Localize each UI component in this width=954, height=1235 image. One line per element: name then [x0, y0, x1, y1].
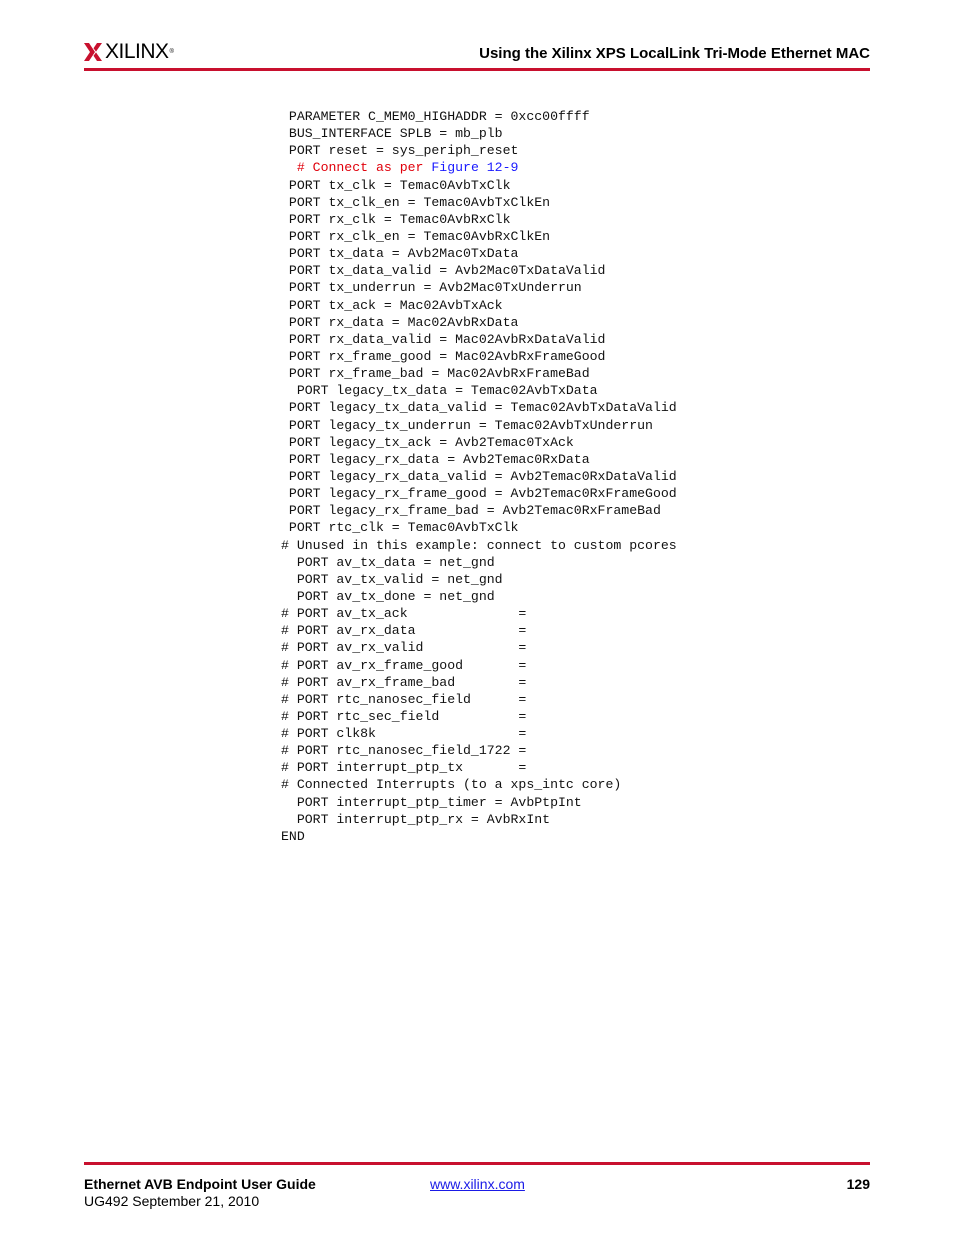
- code-line: PORT rx_data_valid = Mac02AvbRxDataValid: [281, 331, 606, 347]
- code-line: PORT legacy_rx_frame_good = Avb2Temac0RxFrameGood: [281, 486, 677, 502]
- code-line: END: [281, 828, 305, 844]
- code-line: PARAMETER C_MEM0_HIGHADDR = 0xcc00ffff: [281, 109, 590, 124]
- code-line: PORT rx_clk = Temac0AvbRxClk: [281, 211, 511, 227]
- code-line: PORT av_tx_valid = net_gnd: [281, 571, 503, 587]
- code-line: PORT rx_frame_good = Mac02AvbRxFrameGood: [281, 348, 606, 364]
- code-line: PORT legacy_tx_underrun = Temac02AvbTxUnderrun: [281, 417, 653, 433]
- code-line: PORT tx_underrun = Avb2Mac0TxUnderrun: [281, 280, 582, 296]
- code-line: PORT interrupt_ptp_timer = AvbPtpInt: [281, 794, 582, 810]
- xilinx-logo: [84, 41, 173, 63]
- footer-rule: [84, 1162, 870, 1165]
- code-line: BUS_INTERFACE SPLB = mb_plb: [281, 126, 503, 142]
- figure-reference-link[interactable]: Figure 12-9: [431, 160, 519, 176]
- code-line: PORT rtc_clk = Temac0AvbTxClk: [281, 520, 519, 536]
- code-line: [281, 159, 677, 176]
- code-line: PORT rx_frame_bad = Mac02AvbRxFrameBad: [281, 366, 590, 382]
- code-line: # Connected Interrupts (to a xps_intc core): [281, 777, 622, 793]
- code-line: PORT rx_clk_en = Temac0AvbRxClkEn: [281, 228, 551, 244]
- code-line: PORT tx_ack = Mac02AvbTxAck: [281, 297, 503, 313]
- code-line: # PORT av_rx_frame_good =: [281, 657, 527, 673]
- code-line: PORT tx_data_valid = Avb2Mac0TxDataValid: [281, 263, 606, 279]
- code-line: PORT legacy_rx_data_valid = Avb2Temac0RxDataValid: [281, 468, 677, 484]
- page-header-title: Using the Xilinx XPS LocalLink Tri-Mode Ethernet MAC: [479, 45, 870, 62]
- footer-doc-id: UG492 September 21, 2010: [84, 1193, 260, 1209]
- code-line: # PORT interrupt_ptp_tx =: [281, 760, 527, 776]
- footer-doc-info: [84, 1176, 316, 1210]
- code-line: # PORT av_tx_ack =: [281, 606, 527, 622]
- code-line: PORT av_tx_data = net_gnd: [281, 554, 495, 570]
- footer-website-link[interactable]: www.xilinx.com: [430, 1176, 525, 1192]
- code-line: # PORT av_rx_data =: [281, 623, 527, 639]
- code-line: PORT legacy_rx_data = Avb2Temac0RxData: [281, 451, 590, 467]
- code-line: PORT legacy_rx_frame_bad = Avb2Temac0RxFrameBad: [281, 503, 661, 519]
- code-line: PORT reset = sys_periph_reset: [281, 143, 519, 159]
- code-line: # PORT rtc_nanosec_field_1722 =: [281, 743, 527, 759]
- footer-guide-title: Ethernet AVB Endpoint User Guide: [84, 1176, 316, 1192]
- logo-wordmark: XILINX®: [105, 40, 174, 63]
- code-line: PORT av_tx_done = net_gnd: [281, 588, 495, 604]
- code-comment: # Connect as per: [281, 160, 432, 176]
- code-line: # PORT clk8k =: [281, 726, 527, 742]
- code-line: # Unused in this example: connect to custom pcores: [281, 537, 677, 553]
- code-line: # PORT rtc_sec_field =: [281, 708, 527, 724]
- page-number: 129: [846, 1176, 870, 1192]
- header-rule: [84, 68, 870, 71]
- code-line: PORT legacy_tx_ack = Avb2Temac0TxAck: [281, 434, 574, 450]
- xilinx-logo-icon: [84, 43, 102, 61]
- code-line: PORT tx_clk_en = Temac0AvbTxClkEn: [281, 194, 551, 210]
- code-line: PORT legacy_tx_data = Temac02AvbTxData: [281, 383, 598, 399]
- code-line: PORT tx_clk = Temac0AvbTxClk: [281, 177, 511, 193]
- code-line: # PORT av_rx_valid =: [281, 640, 527, 656]
- code-listing: [281, 108, 677, 845]
- code-line: PORT interrupt_ptp_rx = AvbRxInt: [281, 811, 551, 827]
- code-line: # PORT av_rx_frame_bad =: [281, 674, 527, 690]
- code-line: PORT legacy_tx_data_valid = Temac02AvbTxDataValid: [281, 400, 677, 416]
- code-line: PORT tx_data = Avb2Mac0TxData: [281, 246, 519, 262]
- code-line: # PORT rtc_nanosec_field =: [281, 691, 527, 707]
- code-line: PORT rx_data = Mac02AvbRxData: [281, 314, 519, 330]
